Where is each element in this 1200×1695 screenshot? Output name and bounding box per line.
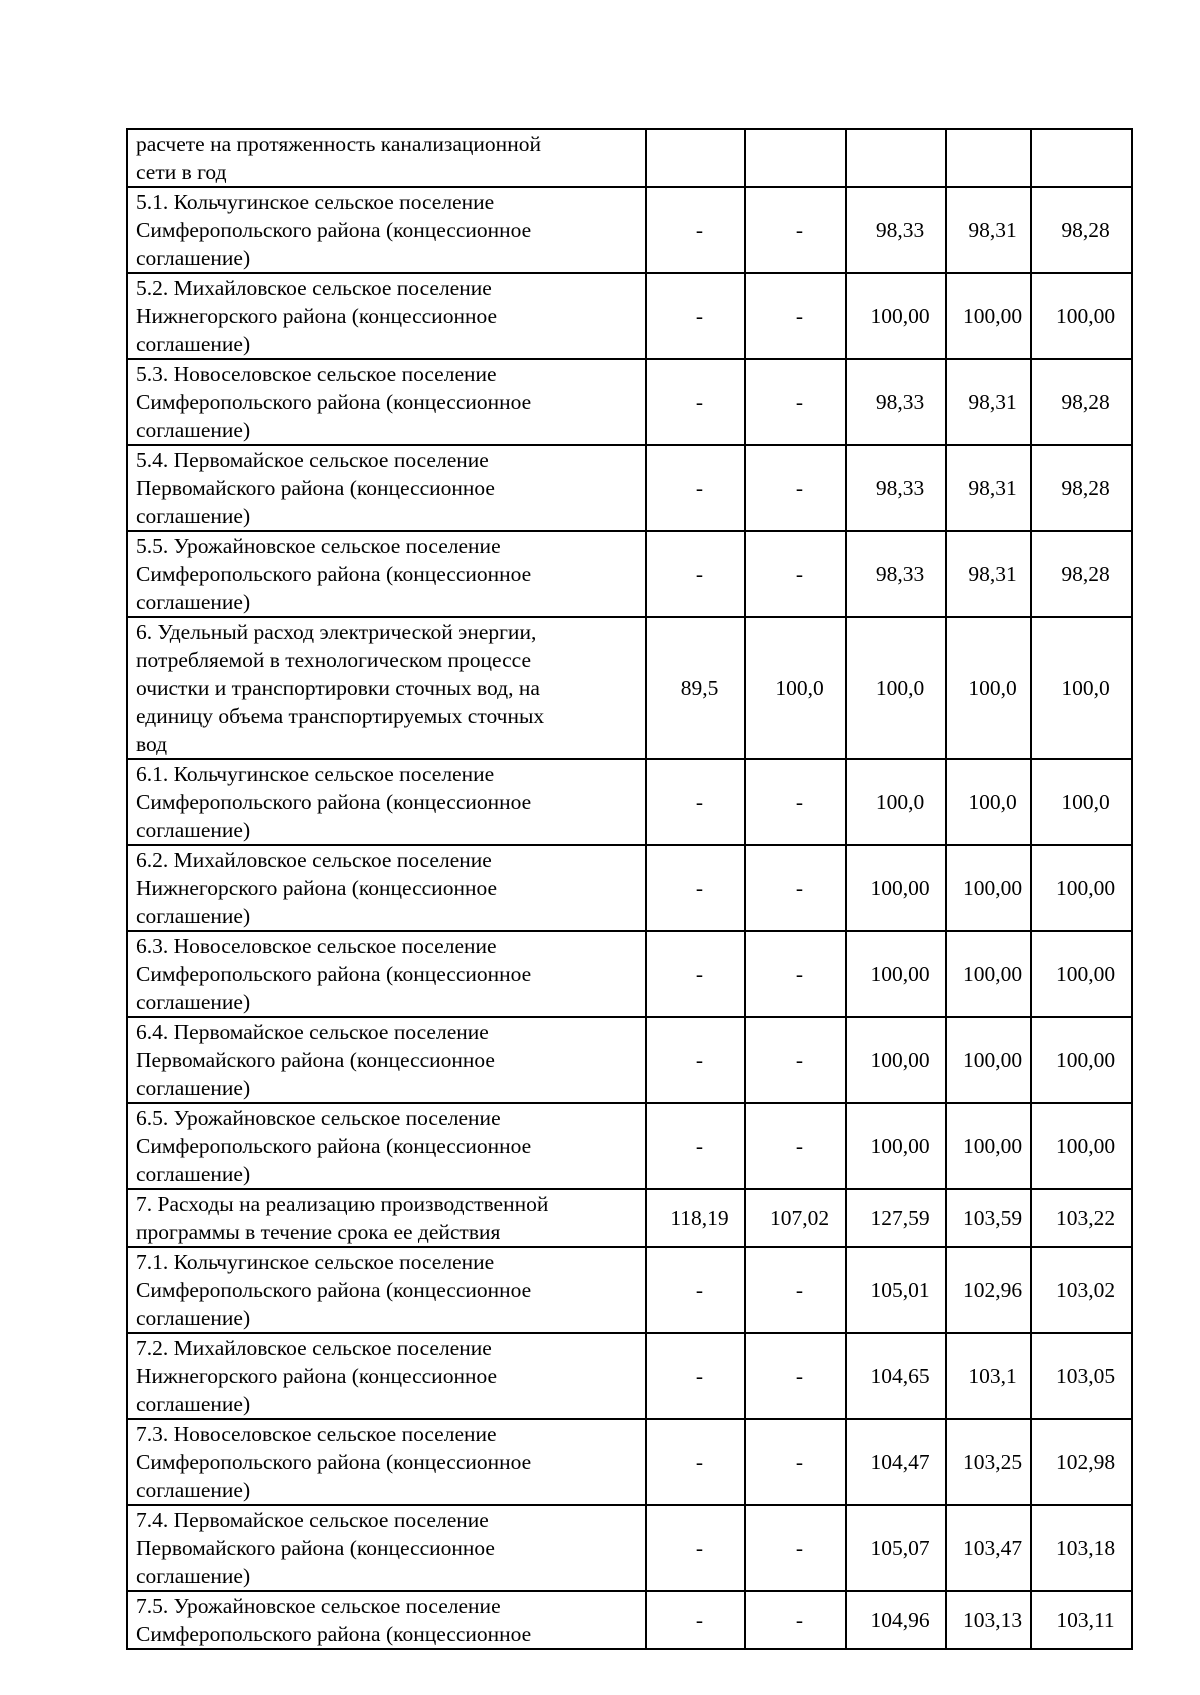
value-cell: 104,65 [846,1333,946,1419]
value-cell: 100,0 [846,617,946,759]
value-cell: - [646,1591,745,1649]
value-cell: - [745,531,846,617]
value-cell: - [745,1017,846,1103]
value-cell: - [646,273,745,359]
indicators-table [126,128,1133,1650]
value-cell: - [745,1333,846,1419]
value-cell: 100,00 [846,1103,946,1189]
value-cell: - [646,1103,745,1189]
value-cell: 98,28 [1031,445,1132,531]
value-cell: 102,96 [946,1247,1031,1333]
value-cell: 100,0 [846,759,946,845]
table-row [127,1419,1132,1505]
value-cell: 103,13 [946,1591,1031,1649]
indicator-name-cell: 6.5. Урожайновское сельское поселение Симферопольского района (концессионное соглашение) [127,1103,646,1189]
value-cell: - [745,187,846,273]
value-cell: - [646,445,745,531]
value-cell: 104,47 [846,1419,946,1505]
table-row [127,445,1132,531]
table-row [127,1103,1132,1189]
value-cell: - [646,531,745,617]
value-cell: 100,00 [1031,1017,1132,1103]
value-cell: - [646,1017,745,1103]
value-cell: 98,33 [846,359,946,445]
value-cell: - [745,445,846,531]
value-cell [745,129,846,187]
indicator-name-cell: 5.5. Урожайновское сельское поселение Симферопольского района (концессионное соглашение) [127,531,646,617]
value-cell: 103,25 [946,1419,1031,1505]
value-cell: 98,31 [946,445,1031,531]
value-cell: 102,98 [1031,1419,1132,1505]
indicator-name-cell: 6.4. Первомайское сельское поселение Первомайского района (концессионное соглашение) [127,1017,646,1103]
value-cell: - [745,845,846,931]
value-cell [946,129,1031,187]
value-cell [1031,129,1132,187]
value-cell: 100,00 [846,1017,946,1103]
table-row [127,617,1132,759]
value-cell: 100,00 [946,1017,1031,1103]
value-cell: 100,0 [1031,617,1132,759]
value-cell: 103,05 [1031,1333,1132,1419]
indicator-name-cell: 6.2. Михайловское сельское поселение Нижнегорского района (концессионное соглашение) [127,845,646,931]
value-cell: 98,33 [846,445,946,531]
value-cell: 98,33 [846,531,946,617]
value-cell: - [646,187,745,273]
value-cell: 103,18 [1031,1505,1132,1591]
indicator-name-cell: 7. Расходы на реализацию производственной программы в течение срока ее действия [127,1189,646,1247]
value-cell: 100,00 [946,845,1031,931]
table-row [127,1017,1132,1103]
value-cell: 118,19 [646,1189,745,1247]
value-cell [846,129,946,187]
value-cell: - [745,931,846,1017]
value-cell: 103,1 [946,1333,1031,1419]
value-cell: 89,5 [646,617,745,759]
table-row [127,759,1132,845]
table-row [127,359,1132,445]
table-row [127,129,1132,187]
indicators-table-body [127,129,1132,1649]
value-cell: - [646,1333,745,1419]
table-row [127,1505,1132,1591]
value-cell: - [745,759,846,845]
value-cell: 100,0 [946,759,1031,845]
table-row [127,845,1132,931]
value-cell: 100,00 [1031,845,1132,931]
value-cell: - [745,1103,846,1189]
indicator-name-cell: 5.1. Кольчугинское сельское поселение Симферопольского района (концессионное соглашение) [127,187,646,273]
indicator-name-cell: 7.3. Новоселовское сельское поселение Симферопольского района (концессионное соглашение) [127,1419,646,1505]
value-cell: 100,00 [946,273,1031,359]
value-cell: - [646,845,745,931]
value-cell: 100,00 [846,273,946,359]
value-cell: - [745,273,846,359]
indicator-name-cell: 7.5. Урожайновское сельское поселение Симферопольского района (концессионное [127,1591,646,1649]
value-cell: 100,0 [745,617,846,759]
value-cell: 98,31 [946,359,1031,445]
indicator-name-cell: 6.1. Кольчугинское сельское поселение Симферопольского района (концессионное соглашение) [127,759,646,845]
value-cell: - [646,1247,745,1333]
value-cell: - [646,759,745,845]
value-cell: 103,11 [1031,1591,1132,1649]
value-cell: - [745,1419,846,1505]
value-cell: - [646,1505,745,1591]
value-cell: 100,00 [1031,273,1132,359]
table-row [127,273,1132,359]
value-cell: 100,00 [946,1103,1031,1189]
value-cell: 100,0 [946,617,1031,759]
value-cell: 100,00 [946,931,1031,1017]
table-row [127,1189,1132,1247]
value-cell: 103,47 [946,1505,1031,1591]
value-cell: 100,00 [1031,931,1132,1017]
value-cell: 103,22 [1031,1189,1132,1247]
value-cell: - [745,1591,846,1649]
value-cell: 103,02 [1031,1247,1132,1333]
value-cell: - [745,359,846,445]
value-cell: 127,59 [846,1189,946,1247]
indicator-name-cell: 7.1. Кольчугинское сельское поселение Симферопольского района (концессионное соглашение) [127,1247,646,1333]
value-cell: 98,28 [1031,531,1132,617]
value-cell: 100,0 [1031,759,1132,845]
value-cell: 98,28 [1031,359,1132,445]
value-cell: - [646,359,745,445]
value-cell: 98,28 [1031,187,1132,273]
value-cell: - [745,1505,846,1591]
value-cell: 105,01 [846,1247,946,1333]
value-cell: 104,96 [846,1591,946,1649]
indicator-name-cell: 5.2. Михайловское сельское поселение Нижнегорского района (концессионное соглашение) [127,273,646,359]
value-cell: - [646,931,745,1017]
value-cell: 103,59 [946,1189,1031,1247]
indicator-name-cell: 6.3. Новоселовское сельское поселение Симферопольского района (концессионное соглашение) [127,931,646,1017]
table-row [127,1591,1132,1649]
value-cell: 98,31 [946,531,1031,617]
table-row [127,931,1132,1017]
value-cell: 100,00 [1031,1103,1132,1189]
table-row [127,531,1132,617]
indicator-name-cell: 6. Удельный расход электрической энергии, потребляемой в технологическом процессе очистки и транспортировки сточных вод, на единицу объема транспортируемых сточных вод [127,617,646,759]
indicator-name-cell: расчете на протяженность канализационной сети в год [127,129,646,187]
table-row [127,187,1132,273]
table-row [127,1333,1132,1419]
indicator-name-cell: 5.4. Первомайское сельское поселение Первомайского района (концессионное соглашение) [127,445,646,531]
indicator-name-cell: 7.4. Первомайское сельское поселение Первомайского района (концессионное соглашение) [127,1505,646,1591]
value-cell: 100,00 [846,931,946,1017]
value-cell: 98,33 [846,187,946,273]
indicator-name-cell: 5.3. Новоселовское сельское поселение Симферопольского района (концессионное соглашение) [127,359,646,445]
value-cell [646,129,745,187]
value-cell: 100,00 [846,845,946,931]
value-cell: - [646,1419,745,1505]
value-cell: 98,31 [946,187,1031,273]
table-row [127,1247,1132,1333]
indicator-name-cell: 7.2. Михайловское сельское поселение Нижнегорского района (концессионное соглашение) [127,1333,646,1419]
value-cell: 107,02 [745,1189,846,1247]
value-cell: 105,07 [846,1505,946,1591]
value-cell: - [745,1247,846,1333]
